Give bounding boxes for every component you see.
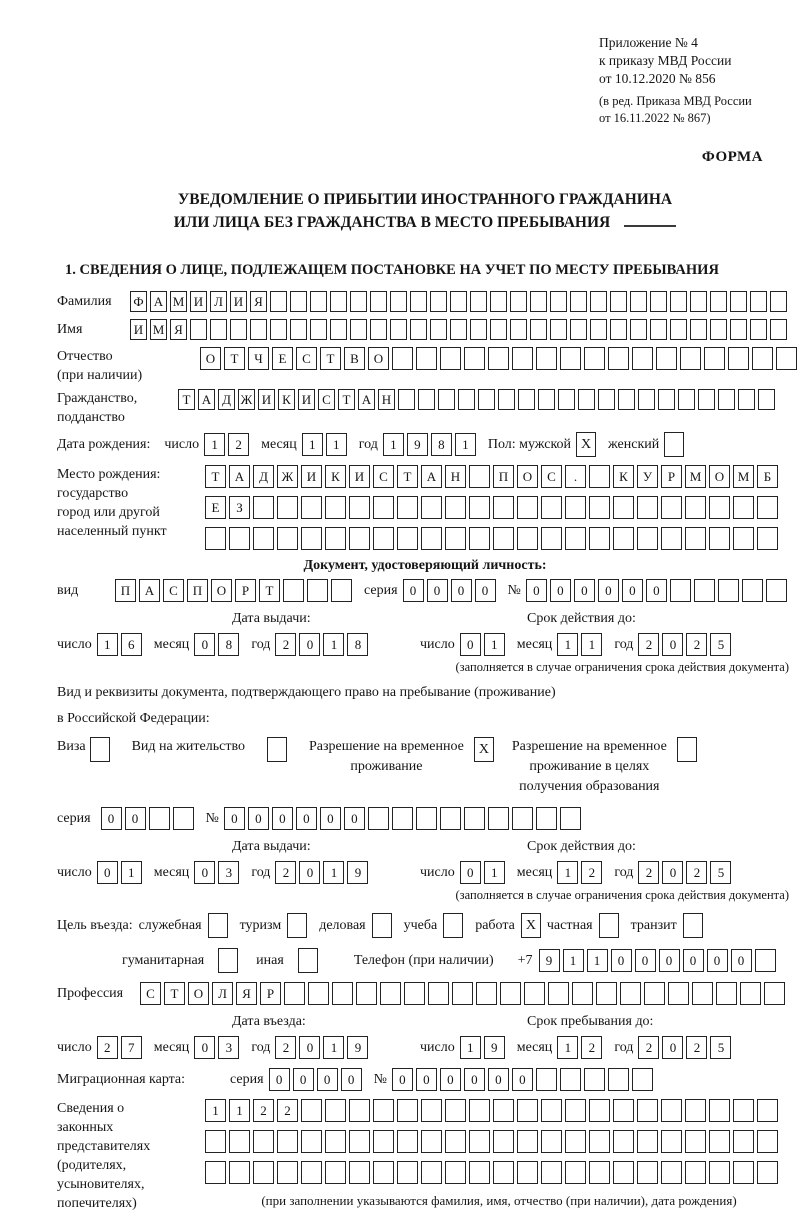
profession-label: Профессия — [57, 986, 124, 1001]
temp-residence-edu-option — [512, 737, 697, 797]
purpose-work-checkbox[interactable]: X — [521, 913, 541, 938]
residence-doc-line2: в Российской Федерации: — [57, 711, 210, 726]
surname-label: Фамилия — [57, 294, 112, 309]
res-valid-month-cells[interactable]: 1 2 — [557, 861, 602, 884]
stay-until-label: Срок пребывания до: — [527, 1014, 654, 1029]
sex-female-label: женский — [608, 436, 660, 452]
entry-month-cells[interactable]: 0 3 — [194, 1036, 239, 1059]
purpose-tourism-checkbox[interactable] — [287, 913, 307, 938]
residence-permit-label: Вид на жительство — [131, 739, 245, 754]
appendix-line1: Приложение № 4 — [599, 35, 698, 50]
purpose-official-checkbox[interactable] — [208, 913, 228, 938]
id-series-cells[interactable]: 0 0 0 0 — [403, 579, 496, 602]
representatives-cells-row3[interactable] — [205, 1161, 793, 1184]
citizenship-label: Гражданство, подданство — [57, 391, 138, 425]
purpose-transit-label: транзит — [630, 917, 677, 933]
id-issue-date-label: Дата выдачи: — [232, 611, 311, 626]
visa-checkbox[interactable] — [90, 737, 110, 762]
doc-type-cells[interactable]: П А С П О Р Т — [115, 579, 352, 602]
purpose-private-checkbox[interactable] — [599, 913, 619, 938]
purpose-transit-checkbox[interactable] — [683, 913, 703, 938]
profession-cells[interactable]: С Т О Л Я Р — [140, 982, 785, 1005]
id-valid-year-cells[interactable]: 2 0 2 5 — [638, 633, 731, 656]
purpose-humanitarian-checkbox[interactable] — [218, 948, 238, 973]
sex-female-checkbox[interactable] — [664, 432, 684, 457]
migration-card-label: Миграционная карта: — [57, 1072, 186, 1087]
phone-cells[interactable]: 9 1 1 0 0 0 0 0 0 — [539, 949, 776, 972]
id-issue-day-cells[interactable]: 1 6 — [97, 633, 142, 656]
res-issue-month-cells[interactable]: 0 3 — [194, 861, 239, 884]
id-number-cells[interactable]: 0 0 0 0 0 0 — [526, 579, 787, 602]
res-valid-note: (заполняется в случае ограничения срока действия документа) — [455, 888, 789, 902]
temp-residence-option — [309, 737, 494, 777]
representatives-label: Сведения о законных представителях (родителях, усыновителях, попечителях) — [57, 1101, 151, 1211]
purpose-official-label: служебная — [138, 917, 202, 933]
given-name-cells[interactable]: И М Я — [130, 319, 787, 340]
temp-residence-label: Разрешение на временное проживание — [308, 739, 464, 774]
visa-option — [57, 737, 110, 762]
temp-residence-checkbox[interactable]: X — [474, 737, 494, 762]
birth-place-cells-row3[interactable] — [205, 527, 778, 550]
res-number-sign: № — [205, 810, 219, 826]
mc-number-sign: № — [373, 1071, 387, 1087]
id-valid-note: (заполняется в случае ограничения срока действия документа) — [455, 660, 789, 674]
representatives-cells-row1[interactable]: 1 1 2 2 — [205, 1099, 793, 1122]
birth-date-label: Дата рождения: — [57, 437, 151, 452]
surname-cells[interactable]: Ф А М И Л И Я — [130, 291, 787, 312]
id-number-sign: № — [507, 582, 521, 598]
res-series-label: серия — [57, 811, 91, 826]
purpose-business-checkbox[interactable] — [372, 913, 392, 938]
entry-date-label: Дата въезда: — [232, 1014, 306, 1029]
entry-day-cells[interactable]: 2 7 — [97, 1036, 142, 1059]
revision-line1: (в ред. Приказа МВД России — [599, 94, 752, 108]
form-title — [57, 188, 793, 234]
res-series-cells[interactable]: 0 0 — [101, 807, 194, 830]
doc-type-label: вид — [57, 583, 79, 598]
res-issue-date-label: Дата выдачи: — [232, 839, 311, 854]
birth-day-label: число — [164, 436, 200, 452]
residence-permit-option — [132, 737, 287, 762]
purpose-work-label: работа — [475, 917, 515, 933]
birth-month-cells[interactable]: 1 1 — [302, 433, 347, 456]
patronymic-cells[interactable]: О Т Ч Е С Т В О — [200, 347, 797, 370]
purpose-business-label: деловая — [319, 917, 366, 933]
mc-series-label: серия — [230, 1071, 264, 1087]
visa-label: Виза — [57, 739, 86, 754]
mc-series-cells[interactable]: 0 0 0 0 — [269, 1068, 362, 1091]
purpose-other-label: иная — [256, 952, 284, 968]
id-valid-day-cells[interactable]: 0 1 — [460, 633, 505, 656]
birth-day-cells[interactable]: 1 2 — [204, 433, 249, 456]
appendix-block — [599, 34, 781, 127]
forma-label: ФОРМА — [701, 149, 763, 165]
birth-place-label: Место рождения: государство город или другой населенный пункт — [57, 467, 167, 539]
stay-day-cells[interactable]: 1 9 — [460, 1036, 505, 1059]
res-valid-day-cells[interactable]: 0 1 — [460, 861, 505, 884]
entry-purpose-label: Цель въезда: — [57, 917, 133, 933]
representatives-cells-row2[interactable] — [205, 1130, 793, 1153]
residence-doc-line1: Вид и реквизиты документа, подтверждающего право на пребывание (проживание) — [57, 685, 556, 700]
res-issue-day-cells[interactable]: 0 1 — [97, 861, 142, 884]
residence-permit-checkbox[interactable] — [267, 737, 287, 762]
birth-place-cells-row2[interactable]: Е З — [205, 496, 778, 519]
temp-residence-edu-label: Разрешение на временное проживание в целях получения образования — [511, 739, 667, 794]
appendix-line3: от 10.12.2020 № 856 — [599, 71, 716, 86]
purpose-private-label: частная — [546, 917, 593, 933]
birth-year-cells[interactable]: 1 9 8 1 — [383, 433, 476, 456]
id-valid-until-label: Срок действия до: — [527, 611, 636, 626]
temp-residence-edu-checkbox[interactable] — [677, 737, 697, 762]
form-title-line2: ИЛИ ЛИЦА БЕЗ ГРАЖДАНСТВА В МЕСТО ПРЕБЫВАНИЯ — [173, 214, 611, 231]
id-issue-month-cells[interactable]: 0 8 — [194, 633, 239, 656]
sex-male-label: Пол: мужской — [487, 436, 572, 452]
stay-month-cells[interactable]: 1 2 — [557, 1036, 602, 1059]
identity-doc-heading: Документ, удостоверяющий личность: — [303, 558, 547, 573]
id-valid-month-cells[interactable]: 1 1 — [557, 633, 602, 656]
form-title-line1: УВЕДОМЛЕНИЕ О ПРИБЫТИИ ИНОСТРАННОГО ГРАЖДАНИНА — [177, 191, 673, 208]
purpose-study-label: учеба — [403, 917, 438, 933]
patronymic-label: Отчество (при наличии) — [57, 349, 143, 383]
stay-year-cells[interactable]: 2 0 2 5 — [638, 1036, 731, 1059]
sex-male-checkbox[interactable]: X — [576, 432, 596, 457]
res-valid-until-label: Срок действия до: — [527, 839, 636, 854]
birth-year-label: год — [358, 436, 378, 452]
res-valid-year-cells[interactable]: 2 0 2 5 — [638, 861, 731, 884]
arrival-notification-form: Приложение № 4 к приказу МВД России от 10.12.2020 № 856 (в ред. Приказа МВД России от 16.11.2022 № 867) ФОРМА УВЕДОМЛЕНИЕ О ПРИБЫТИИ ИНОСТРАННОГО ГРАЖДАНИНА ИЛИ ЛИЦА БЕЗ ГРАЖДАНСТВА В МЕСТО ПРЕБЫВАНИЯ 1. СВЕДЕНИЯ О ЛИЦЕ, ПОДЛЕЖАЩЕМ ПОСТАНОВКЕ НА УЧЕТ ПО МЕСТУ ПРЕБЫВАНИЯ Фамилия Ф А М И Л И Я Имя И М Я Отчество (при наличии) О Т Ч Е С Т В О Гражданство, подданство Т А Д Ж И К И С Т А Н Дата рождения: число 1 2 месяц 1 1 год 1 9 8 1 Пол: мужской X женский Место рождения: государство город или другой населенный пункт Т А Д Ж И К И С Т А Н П О С . К У Р М О М Б Е З Документ, удостоверяющий личность: вид П А С П О Р Т серия 0 0 0 0 № 0 0 0 0 0 0 Дата выдачи: Срок действия до: число 1 6 месяц 0 8 год 2 0 1 8 число 0 1 месяц 1 1 год 2 0 2 5 (заполняется в случае ограничения срока действия документа) Вид и реквизиты документа, подтверждающего право на пребывание (проживание) в Российской Федерации: Виза Вид на жительство Разрешение на временное проживание X Разрешение на временное проживание в целях получения образования серия 0 0 № 0 0 0 0 0 0 Дата выдачи: Срок действия до: число 0 1 месяц 0 3 год 2 0 1 9 число 0 1 месяц 1 2 год 2 0 2 5 (заполняется в случае ограничения срока действия документа) Цель въезда: служебная туризм деловая учеба работа X частная транзит гуманитарная иная Телефон (при наличии) +7 9 1 1 0 0 0 0 0 0 Профессия С Т О Л Я Р Дата въезда: Срок пребывания до: число 2 7 месяц 0 3 год 2 0 1 9 число 1 9 месяц 1 2 год 2 0 2 5 Миграционная карта: серия 0 0 0 0 № 0 0 0 0 0 0 Сведения о законных представителях (родителях, усыновителях, попечителях) 1 1 2 2 (при заполнении указываются фамилия, имя, отчество (при наличии), дата рождения) — [0, 0, 800, 1163]
citizenship-cells[interactable]: Т А Д Ж И К И С Т А Н — [178, 389, 775, 410]
section1-heading: 1. СВЕДЕНИЯ О ЛИЦЕ, ПОДЛЕЖАЩЕМ ПОСТАНОВКЕ НА УЧЕТ ПО МЕСТУ ПРЕБЫВАНИЯ — [65, 262, 719, 278]
res-number-cells[interactable]: 0 0 0 0 0 0 — [224, 807, 581, 830]
revision-line2: от 16.11.2022 № 867) — [599, 111, 711, 125]
phone-prefix: +7 — [517, 952, 533, 968]
purpose-humanitarian-label: гуманитарная — [122, 952, 205, 968]
given-name-label: Имя — [57, 322, 83, 337]
birth-month-label: месяц — [261, 436, 297, 452]
entry-year-cells[interactable]: 2 0 1 9 — [275, 1036, 368, 1059]
representatives-note: (при заполнении указываются фамилия, имя, отчество (при наличии), дата рождения) — [261, 1193, 737, 1208]
purpose-other-checkbox[interactable] — [298, 948, 318, 973]
mc-number-cells[interactable]: 0 0 0 0 0 0 — [392, 1068, 653, 1091]
appendix-line2: к приказу МВД России — [599, 53, 732, 68]
phone-label: Телефон (при наличии) — [353, 952, 494, 968]
purpose-tourism-label: туризм — [239, 917, 282, 933]
title-blank-underline — [624, 225, 676, 227]
res-issue-year-cells[interactable]: 2 0 1 9 — [275, 861, 368, 884]
birth-place-cells-row1[interactable]: Т А Д Ж И К И С Т А Н П О С . К У Р М О М Б — [205, 465, 778, 488]
purpose-study-checkbox[interactable] — [443, 913, 463, 938]
id-series-label: серия — [364, 582, 398, 598]
id-issue-year-cells[interactable]: 2 0 1 8 — [275, 633, 368, 656]
